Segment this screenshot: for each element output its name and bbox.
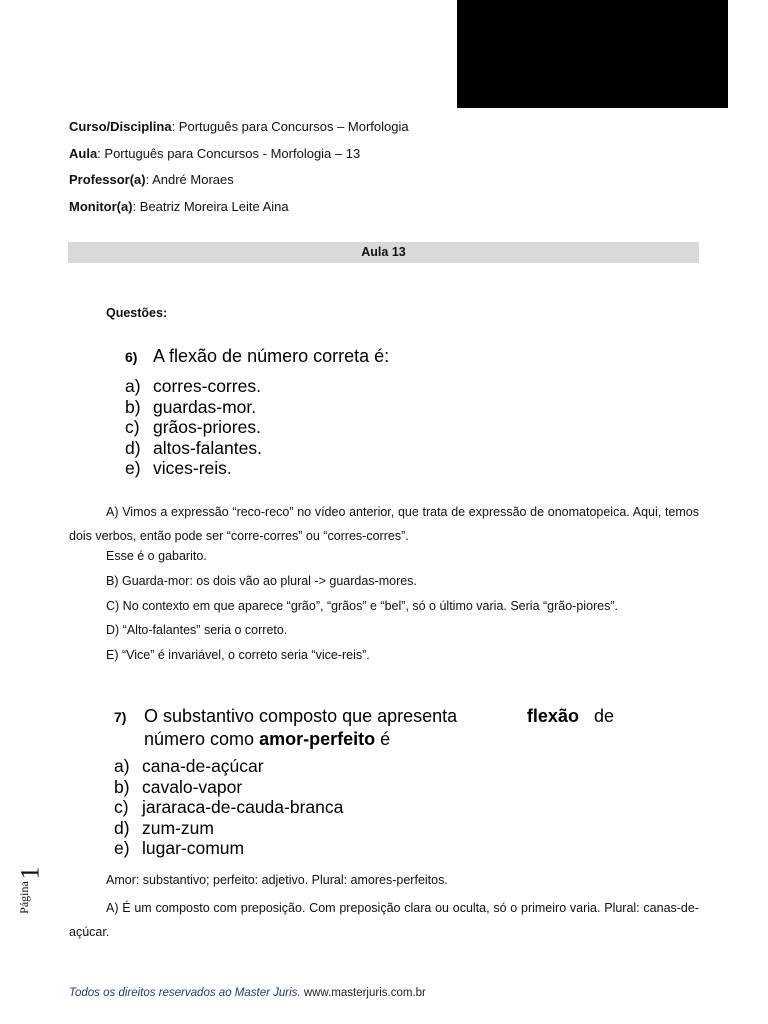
- question-7-option-a: a) cana-de-açúcar: [114, 756, 264, 776]
- q6-explanation-e: E) “Vice” é invariável, o correto seria “vice-reis”.: [106, 648, 370, 662]
- monitor-label: Monitor(a): [69, 199, 133, 214]
- q6-explanation-gabarito: Esse é o gabarito.: [106, 549, 207, 563]
- question-7-option-d: d) zum-zum: [114, 817, 214, 838]
- monitor-line: [69, 199, 289, 215]
- professor-value: : André Moraes: [145, 172, 234, 187]
- question-7-bold-flexao: flexão: [526, 706, 579, 726]
- aula-label: Aula: [69, 146, 98, 161]
- question-7-number: 7): [114, 709, 127, 725]
- curso-value: : Português para Concursos – Morfologia: [171, 119, 409, 134]
- question-7-title-line1: 7) O substantivo composto que apresenta flexão de: [114, 706, 614, 726]
- question-6-title-row: [125, 345, 389, 368]
- q6-explanation-d: D) “Alto-falantes” seria o correto.: [106, 623, 288, 637]
- questoes-heading: Questões:: [106, 306, 168, 320]
- curso-line: [69, 119, 409, 135]
- question-6-title: A flexão de número correta é:: [153, 346, 390, 366]
- page-number-label: [16, 862, 56, 922]
- q6-explanation-a: A) Vimos a expressão “reco-reco” no vídeo anterior, que trata de expressão de onomatopeica. Aqui, temos dois verbos, então pode ser “corre-corres” ou “corres-corres”.: [69, 505, 699, 543]
- monitor-value: : Beatriz Moreira Leite Aina: [132, 199, 289, 214]
- question-6-option-c: c) grãos-priores.: [125, 417, 261, 438]
- question-7-title-line2: número como amor-perfeito é: [144, 729, 391, 749]
- question-7-bold-amor-perfeito: amor-perfeito: [259, 729, 376, 749]
- footer-rights: Todos os direitos reservados ao Master Juris.: [69, 987, 301, 999]
- question-6-option-b: b) guardas-mor.: [125, 396, 257, 417]
- footer: [69, 987, 426, 999]
- professor-line: [69, 172, 234, 188]
- q7-explanation-a: A) É um composto com preposição. Com preposição clara ou oculta, só o primeiro varia. Plural: canas-de-açúcar.: [69, 901, 699, 939]
- redacted-block: [457, 0, 728, 108]
- question-6-options: [125, 376, 389, 479]
- lesson-title-bar: Aula 13: [68, 242, 699, 263]
- question-6-option-d: d) altos-falantes.: [125, 437, 262, 458]
- question-7: [114, 705, 614, 859]
- question-7-option-b: b) cavalo-vapor: [114, 776, 243, 797]
- question-6-option-e: e) vices-reis.: [125, 458, 232, 479]
- question-6-option-a: a) corres-corres.: [125, 376, 261, 396]
- q6-explanation-b: B) Guarda-mor: os dois vão ao plural -> guardas-mores.: [106, 574, 417, 588]
- q6-explanation-c: C) No contexto em que aparece “grão”, “grãos” e “bel”, só o último varia. Seria “grão-piores”.: [106, 599, 619, 613]
- aula-value: : Português para Concursos - Morfologia – 13: [97, 146, 361, 161]
- professor-label: Professor(a): [69, 172, 146, 187]
- question-7-options: [114, 756, 614, 859]
- question-7-option-c: c) jararaca-de-cauda-branca: [114, 797, 344, 818]
- q7-explanation-intro: Amor: substantivo; perfeito: adjetivo. Plural: amores-perfeitos.: [106, 873, 448, 887]
- aula-line: [69, 146, 360, 162]
- question-6-number: 6): [125, 349, 138, 365]
- question-6: [125, 345, 389, 479]
- page-word: Página: [16, 881, 31, 914]
- curso-label: Curso/Disciplina: [69, 119, 172, 134]
- page-number: 1: [15, 866, 45, 880]
- footer-site-link[interactable]: www.masterjuris.com.br: [303, 987, 426, 999]
- question-7-option-e: e) lugar-comum: [114, 838, 245, 859]
